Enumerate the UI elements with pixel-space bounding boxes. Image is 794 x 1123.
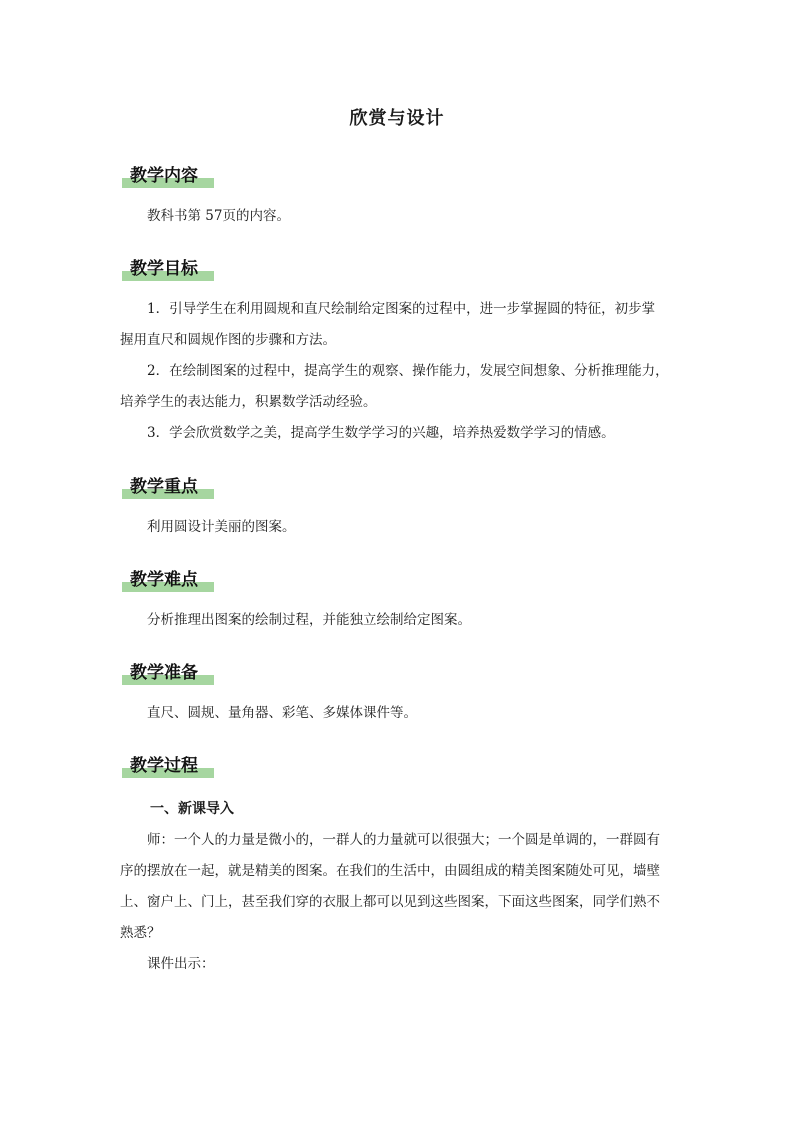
heading-text: 教学重点 [130, 477, 198, 497]
process-line-5: 课件出示： [147, 956, 215, 972]
heading-text: 教学目标 [130, 259, 198, 279]
process-line-2: 序的摆放在一起，就是精美的图案。在我们的生活中，由圆组成的精美图案随处可见，墙壁 [120, 863, 660, 879]
goal-1-line-1: 1．引导学生在利用圆规和直尺绘制给定图案的过程中，进一步掌握圆的特征，初步掌 [147, 301, 656, 317]
heading-text: 教学难点 [130, 570, 198, 590]
heading-text: 教学准备 [130, 663, 198, 683]
difficulty-text: 分析推理出图案的绘制过程，并能独立绘制给定图案。 [147, 612, 471, 628]
content-text: 教科书第 57页的内容。 [147, 208, 290, 224]
process-line-1: 师：一个人的力量是微小的，一群人的力量就可以很强大；一个圆是单调的，一群圆有 [147, 832, 660, 848]
heading-text: 教学内容 [130, 166, 198, 186]
document-title: 欣赏与设计 [349, 108, 445, 129]
process-line-3: 上、窗户上、门上，甚至我们穿的衣服上都可以见到这些图案，下面这些图案，同学们熟不 [120, 894, 660, 910]
heading-text: 教学过程 [130, 756, 198, 776]
subheading-intro: 一、新课导入 [150, 801, 234, 817]
goal-3-line-1: 3．学会欣赏数学之美，提高学生数学学习的兴趣，培养热爱数学学习的情感。 [147, 425, 615, 441]
key-text: 利用圆设计美丽的图案。 [147, 519, 296, 535]
prep-text: 直尺、圆规、量角器、彩笔、多媒体课件等。 [147, 705, 417, 721]
goal-2-line-2: 培养学生的表达能力，积累数学活动经验。 [120, 394, 377, 410]
process-line-4: 熟悉？ [120, 925, 161, 941]
goal-2-line-1: 2．在绘制图案的过程中，提高学生的观察、操作能力，发展空间想象、分析推理能力， [147, 363, 669, 379]
goal-1-line-2: 握用直尺和圆规作图的步骤和方法。 [120, 332, 336, 348]
